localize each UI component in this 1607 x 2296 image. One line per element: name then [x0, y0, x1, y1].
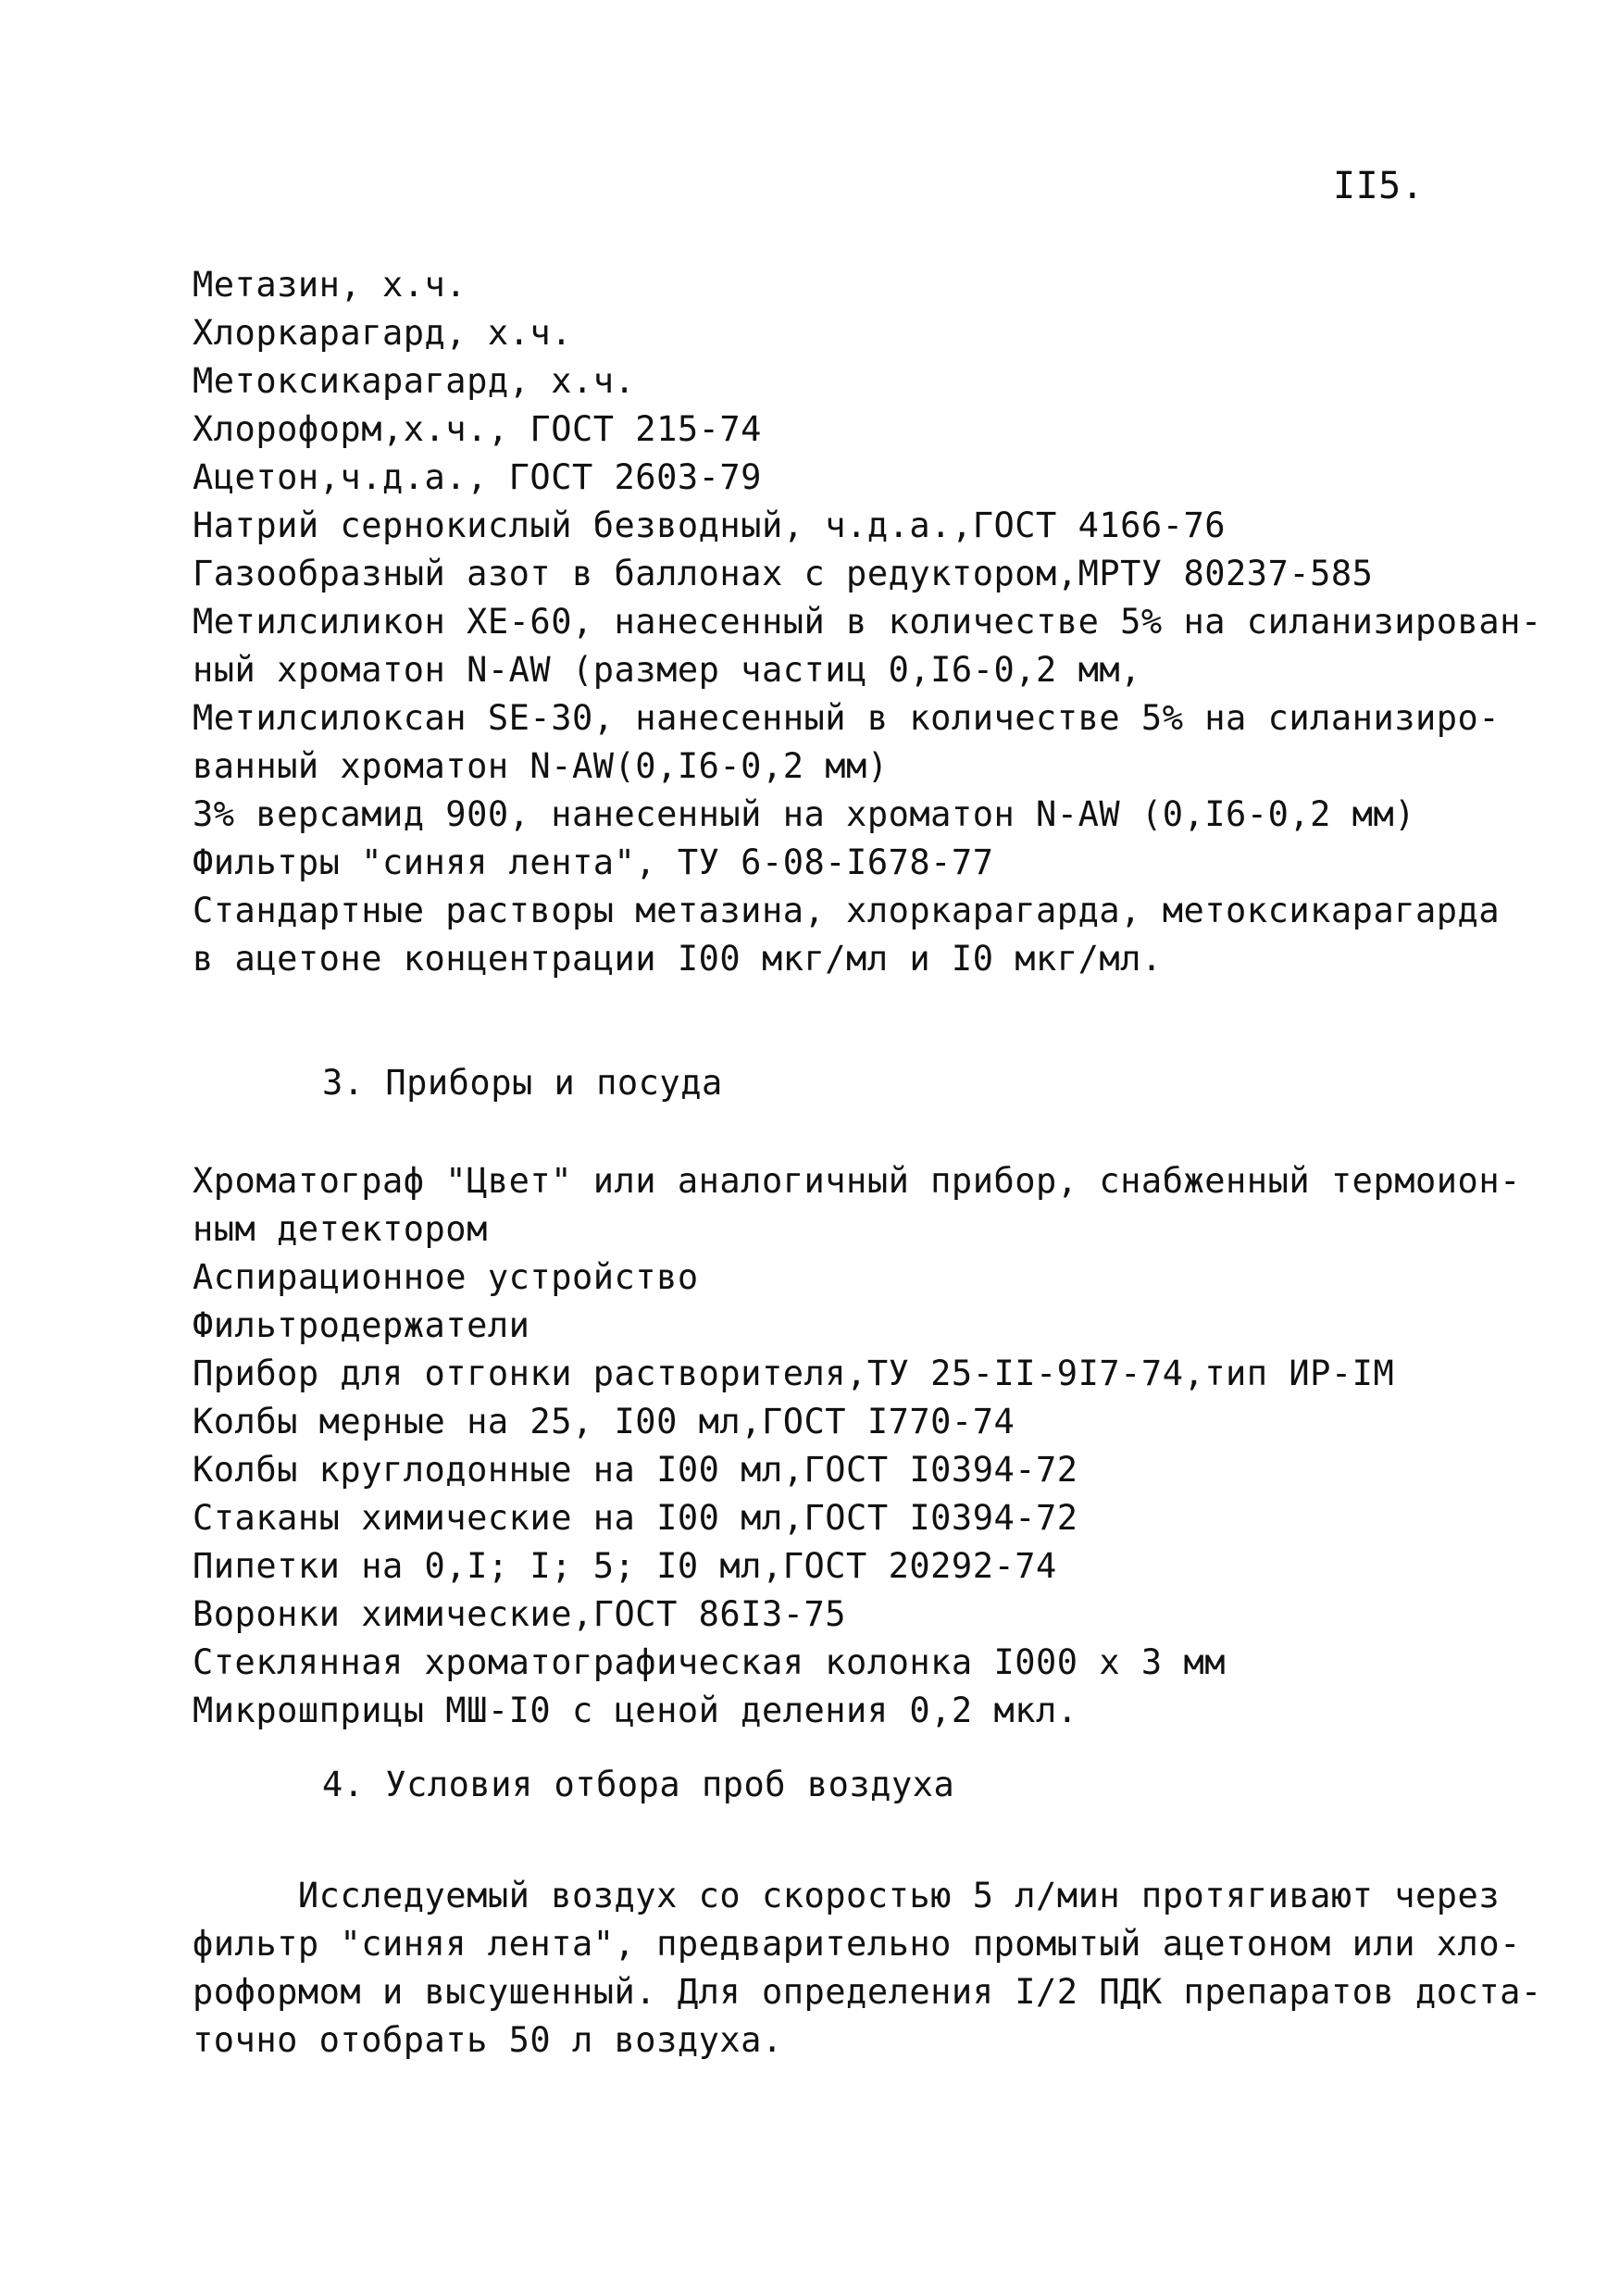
equipment-line: Колбы мерные на 25, I00 мл,ГОСТ I770-74 — [193, 1402, 1015, 1441]
equipment-line: Пипетки на 0,I; I; 5; I0 мл,ГОСТ 20292-74 — [193, 1546, 1057, 1586]
reagent-line: в ацетоне концентрации I00 мкг/мл и I0 мкг/мл. — [193, 939, 1163, 979]
reagent-line: Метилсилоксан SE-30, нанесенный в количестве 5% на силанизиро- — [193, 698, 1501, 738]
reagent-line: Хлоркарагард, х.ч. — [193, 313, 572, 353]
equipment-line: Колбы круглодонные на I00 мл,ГОСТ I0394-72 — [193, 1450, 1078, 1490]
equipment-line: Прибор для отгонки растворителя,ТУ 25-II-9I7-74,тип ИР-IМ — [193, 1354, 1395, 1393]
reagent-line: Фильтры "синяя лента", ТУ 6-08-I678-77 — [193, 842, 994, 882]
reagent-line: Хлороформ,х.ч., ГОСТ 215-74 — [193, 409, 762, 449]
reagent-line: 3% версамид 900, нанесенный на хроматон N-AW (0,I6-0,2 мм) — [193, 794, 1416, 834]
equipment-line: ным детектором — [193, 1209, 488, 1249]
equipment-line: Стаканы химические на I00 мл,ГОСТ I0394-72 — [193, 1498, 1078, 1538]
paragraph-line: Исследуемый воздух со скоростью 5 л/мин протягивают через — [193, 1876, 1501, 1915]
reagent-line: Стандартные растворы метазина, хлоркарагарда, метоксикарагарда — [193, 891, 1501, 930]
equipment-line: Воронки химические,ГОСТ 86I3-75 — [193, 1594, 847, 1634]
paragraph-line: роформом и высушенный. Для определения I/2 ПДК препаратов доста- — [193, 1972, 1542, 2012]
reagent-line: Газообразный азот в баллонах с редуктором,МРТУ 80237-585 — [193, 554, 1374, 593]
reagents-list — [193, 261, 1542, 983]
sampling-conditions-paragraph — [193, 1872, 1542, 2065]
reagent-line: Ацетон,ч.д.а., ГОСТ 2603-79 — [193, 457, 762, 497]
reagent-line: Натрий сернокислый безводный, ч.д.а.,ГОСТ 4166-76 — [193, 505, 1227, 545]
paragraph-line: фильтр "синяя лента", предварительно промытый ацетоном или хло- — [193, 1924, 1521, 1964]
section-4-heading: 4. Условия отбора проб воздуха — [322, 1765, 955, 1804]
equipment-line: Стеклянная хроматографическая колонка I000 х 3 мм — [193, 1642, 1227, 1682]
equipment-line: Аспирационное устройство — [193, 1257, 699, 1297]
equipment-list — [193, 1157, 1521, 1735]
reagent-line: ный хроматон N-AW (размер частиц 0,I6-0,2 мм, — [193, 650, 1141, 690]
reagent-line: ванный хроматон N-AW(0,I6-0,2 мм) — [193, 746, 889, 786]
reagent-line: Метилсиликон ХЕ-60, нанесенный в количестве 5% на силанизирован- — [193, 602, 1542, 642]
equipment-line: Фильтродержатели — [193, 1305, 530, 1345]
reagent-line: Метазин, х.ч. — [193, 265, 467, 305]
section-3-heading: 3. Приборы и посуда — [322, 1063, 723, 1103]
paragraph-line: точно отобрать 50 л воздуха. — [193, 2020, 783, 2060]
reagent-line: Метоксикарагард, х.ч. — [193, 361, 636, 401]
equipment-line: Хроматограф "Цвет" или аналогичный прибор, снабженный термоион- — [193, 1161, 1521, 1201]
equipment-line: Микрошприцы МШ-I0 с ценой деления 0,2 мкл. — [193, 1691, 1078, 1730]
page-number: II5. — [1333, 165, 1425, 207]
